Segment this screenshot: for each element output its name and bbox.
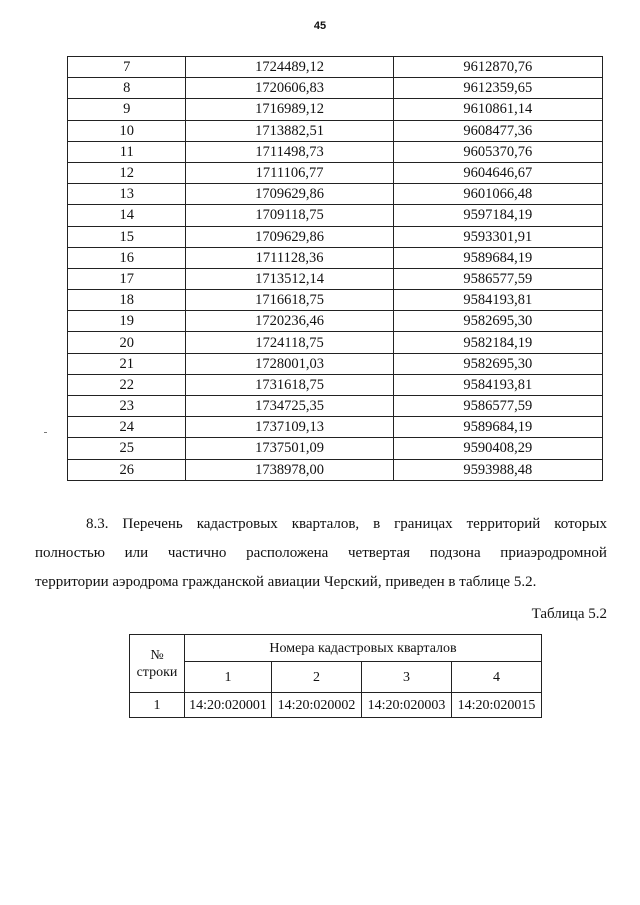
scan-speck bbox=[44, 432, 47, 433]
x-coordinate-cell: 1709629,86 bbox=[186, 184, 393, 205]
table-row bbox=[68, 120, 603, 141]
point-number-cell: 16 bbox=[68, 247, 186, 268]
y-coordinate-cell: 9601066,48 bbox=[393, 184, 602, 205]
paragraph-word: которых bbox=[554, 516, 607, 532]
column-number-cell: 3 bbox=[362, 662, 452, 693]
table-row bbox=[68, 459, 603, 480]
point-number-cell: 10 bbox=[68, 120, 186, 141]
row-number-header-label: строки bbox=[136, 664, 178, 680]
table-row bbox=[68, 268, 603, 289]
column-numbers-row bbox=[130, 662, 542, 693]
paragraph-word: приаэродромной bbox=[500, 545, 607, 561]
y-coordinate-cell: 9582695,30 bbox=[393, 353, 602, 374]
table-row bbox=[68, 205, 603, 226]
point-number-cell: 22 bbox=[68, 374, 186, 395]
table-row bbox=[68, 374, 603, 395]
point-number-cell: 7 bbox=[68, 57, 186, 78]
paragraph-word: или bbox=[124, 545, 149, 561]
table-row bbox=[68, 57, 603, 78]
paragraph-word: частично bbox=[167, 545, 227, 561]
point-number-cell: 20 bbox=[68, 332, 186, 353]
paragraph-word: 8.3. bbox=[86, 516, 109, 532]
table-row bbox=[68, 78, 603, 99]
cadastral-quarter-cell: 14:20:020015 bbox=[452, 693, 542, 718]
y-coordinate-cell: 9612870,76 bbox=[393, 57, 602, 78]
table-row bbox=[68, 226, 603, 247]
x-coordinate-cell: 1734725,35 bbox=[186, 396, 393, 417]
point-number-cell: 25 bbox=[68, 438, 186, 459]
table-row bbox=[68, 247, 603, 268]
point-number-cell: 8 bbox=[68, 78, 186, 99]
table-row bbox=[68, 184, 603, 205]
row-number-header bbox=[130, 635, 185, 693]
y-coordinate-cell: 9586577,59 bbox=[393, 268, 602, 289]
x-coordinate-cell: 1720606,83 bbox=[186, 78, 393, 99]
y-coordinate-cell: 9582184,19 bbox=[393, 332, 602, 353]
x-coordinate-cell: 1728001,03 bbox=[186, 353, 393, 374]
paragraph-word: четвертая bbox=[348, 545, 411, 561]
x-coordinate-cell: 1711128,36 bbox=[186, 247, 393, 268]
y-coordinate-cell: 9590408,29 bbox=[393, 438, 602, 459]
table-row bbox=[130, 693, 542, 718]
x-coordinate-cell: 1711106,77 bbox=[186, 162, 393, 183]
y-coordinate-cell: 9589684,19 bbox=[393, 417, 602, 438]
table-row bbox=[68, 353, 603, 374]
y-coordinate-cell: 9597184,19 bbox=[393, 205, 602, 226]
column-number-cell: 4 bbox=[452, 662, 542, 693]
table-row bbox=[68, 141, 603, 162]
point-number-cell: 13 bbox=[68, 184, 186, 205]
paragraph-line-3: территории аэродрома гражданской авиации Черский, приведен в таблице 5.2. bbox=[35, 574, 537, 590]
point-number-cell: 19 bbox=[68, 311, 186, 332]
cadastral-quarter-cell: 14:20:020001 bbox=[185, 693, 272, 718]
group-header: Номера кадастровых кварталов bbox=[185, 635, 542, 662]
paragraph-line-1 bbox=[86, 512, 607, 536]
point-number-cell: 18 bbox=[68, 290, 186, 311]
cadastral-quarter-cell: 14:20:020003 bbox=[362, 693, 452, 718]
paragraph-word: полностью bbox=[35, 545, 105, 561]
cadastral-quarter-cell: 14:20:020002 bbox=[272, 693, 362, 718]
table-caption: Таблица 5.2 bbox=[531, 606, 607, 622]
page-number: 45 bbox=[313, 20, 327, 32]
table-row bbox=[68, 438, 603, 459]
paragraph-word: кварталов, bbox=[291, 516, 360, 532]
x-coordinate-cell: 1709118,75 bbox=[186, 205, 393, 226]
point-number-cell: 17 bbox=[68, 268, 186, 289]
paragraph-word: территорий bbox=[466, 516, 541, 532]
x-coordinate-cell: 1724489,12 bbox=[186, 57, 393, 78]
x-coordinate-cell: 1737109,13 bbox=[186, 417, 393, 438]
paragraph-word: подзона bbox=[429, 545, 481, 561]
table-row bbox=[68, 332, 603, 353]
table-row bbox=[68, 311, 603, 332]
point-number-cell: 23 bbox=[68, 396, 186, 417]
paragraph-word: в bbox=[373, 516, 381, 532]
x-coordinate-cell: 1738978,00 bbox=[186, 459, 393, 480]
paragraph-word: кадастровых bbox=[196, 516, 278, 532]
x-coordinate-cell: 1724118,75 bbox=[186, 332, 393, 353]
table-row bbox=[68, 99, 603, 120]
y-coordinate-cell: 9612359,65 bbox=[393, 78, 602, 99]
y-coordinate-cell: 9610861,14 bbox=[393, 99, 602, 120]
x-coordinate-cell: 1737501,09 bbox=[186, 438, 393, 459]
y-coordinate-cell: 9584193,81 bbox=[393, 374, 602, 395]
y-coordinate-cell: 9593301,91 bbox=[393, 226, 602, 247]
table-row bbox=[68, 290, 603, 311]
row-number-header-symbol: № bbox=[150, 647, 164, 663]
y-coordinate-cell: 9608477,36 bbox=[393, 120, 602, 141]
x-coordinate-cell: 1711498,73 bbox=[186, 141, 393, 162]
x-coordinate-cell: 1713882,51 bbox=[186, 120, 393, 141]
paragraph-word: расположена bbox=[246, 545, 329, 561]
x-coordinate-cell: 1716989,12 bbox=[186, 99, 393, 120]
point-number-cell: 26 bbox=[68, 459, 186, 480]
x-coordinate-cell: 1731618,75 bbox=[186, 374, 393, 395]
cadastral-quarters-table bbox=[129, 634, 542, 718]
point-number-cell: 15 bbox=[68, 226, 186, 247]
x-coordinate-cell: 1709629,86 bbox=[186, 226, 393, 247]
column-number-cell: 1 bbox=[185, 662, 272, 693]
y-coordinate-cell: 9582695,30 bbox=[393, 311, 602, 332]
y-coordinate-cell: 9584193,81 bbox=[393, 290, 602, 311]
x-coordinate-cell: 1720236,46 bbox=[186, 311, 393, 332]
point-number-cell: 21 bbox=[68, 353, 186, 374]
x-coordinate-cell: 1716618,75 bbox=[186, 290, 393, 311]
table-row bbox=[68, 417, 603, 438]
paragraph-word: Перечень bbox=[122, 516, 183, 532]
point-number-cell: 11 bbox=[68, 141, 186, 162]
coordinates-table bbox=[67, 56, 603, 481]
point-number-cell: 24 bbox=[68, 417, 186, 438]
y-coordinate-cell: 9605370,76 bbox=[393, 141, 602, 162]
point-number-cell: 12 bbox=[68, 162, 186, 183]
y-coordinate-cell: 9593988,48 bbox=[393, 459, 602, 480]
paragraph-line-2 bbox=[35, 541, 607, 565]
y-coordinate-cell: 9589684,19 bbox=[393, 247, 602, 268]
table-row bbox=[68, 396, 603, 417]
point-number-cell: 14 bbox=[68, 205, 186, 226]
paragraph-word: границах bbox=[394, 516, 453, 532]
row-number-cell: 1 bbox=[130, 693, 185, 718]
y-coordinate-cell: 9586577,59 bbox=[393, 396, 602, 417]
table-row bbox=[68, 162, 603, 183]
y-coordinate-cell: 9604646,67 bbox=[393, 162, 602, 183]
point-number-cell: 9 bbox=[68, 99, 186, 120]
x-coordinate-cell: 1713512,14 bbox=[186, 268, 393, 289]
column-number-cell: 2 bbox=[272, 662, 362, 693]
